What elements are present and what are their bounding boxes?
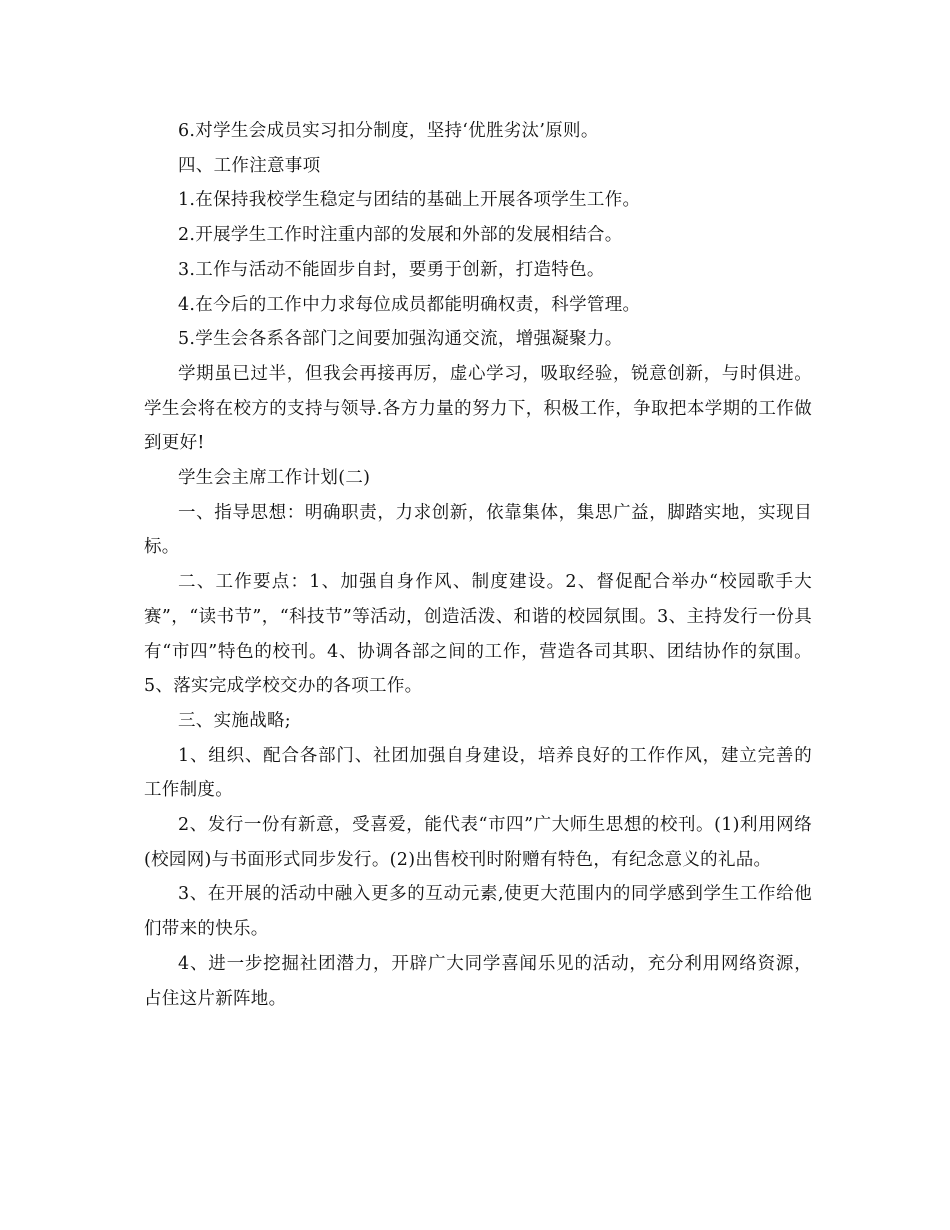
paragraph-note-4: 4.在今后的工作中力求每位成员都能明确权责，科学管理。 bbox=[178, 294, 641, 315]
plan-two-title: 学生会主席工作计划(二) bbox=[178, 468, 371, 489]
paragraph-strategy-4: 4、进一步挖掘社团潜力，开辟广大同学喜闻乐见的活动，充分利用网络资源，占住这片新阵地。 bbox=[144, 953, 812, 1009]
paragraph-work-points: 二、工作要点：1、加强自身作风、制度建设。2、督促配合举办“校园歌手大赛”，“读书节”，“科技节”等活动，创造活泼、和谐的校园氛围。3、主持发行一份具有“市四”特色的校刊。4、协调各部之间的工作，营造各司其职、团结协作的氛围。5、落实完成学校交办的各项工作。 bbox=[144, 572, 812, 697]
paragraph-rule-6: 6.对学生会成员实习扣分制度，坚持‘优胜劣汰’原则。 bbox=[178, 121, 599, 141]
paragraph-note-1: 1.在保持我校学生稳定与团结的基础上开展各项学生工作。 bbox=[178, 190, 641, 211]
paragraph-strategy-2: 2、发行一份有新意，受喜爱，能代表“市四”广大师生思想的校刊。(1)利用网络(校园网)与书面形式同步发行。(2)出售校刊时附赠有特色，有纪念意义的礼品。 bbox=[144, 815, 812, 870]
section-heading-notes: 四、工作注意事项 bbox=[178, 155, 321, 176]
paragraph-strategy-1: 1、组织、配合各部门、社团加强自身建设，培养良好的工作作风，建立完善的工作制度。 bbox=[144, 745, 812, 801]
section-heading-strategy: 三、实施战略; bbox=[178, 710, 291, 731]
paragraph-note-5: 5.学生会各系各部门之间要加强沟通交流，增强凝聚力。 bbox=[178, 329, 623, 350]
document-body bbox=[144, 114, 812, 1016]
paragraph-note-3: 3.工作与活动不能固步自封，要勇于创新，打造特色。 bbox=[178, 259, 605, 280]
paragraph-guiding-idea: 一、指导思想：明确职责，力求创新，依靠集体，集思广益，脚踏实地，实现目标。 bbox=[144, 502, 812, 558]
paragraph-closing: 学期虽已过半，但我会再接再厉，虚心学习，吸取经验，锐意创新，与时俱进。学生会将在校方的支持与领导.各方力量的努力下，积极工作，争取把本学期的工作做到更好! bbox=[144, 363, 812, 454]
paragraph-strategy-3: 3、在开展的活动中融入更多的互动元素,使更大范围内的同学感到学生工作给他们带来的快乐。 bbox=[144, 884, 812, 940]
paragraph-note-2: 2.开展学生工作时注重内部的发展和外部的发展相结合。 bbox=[178, 225, 623, 246]
